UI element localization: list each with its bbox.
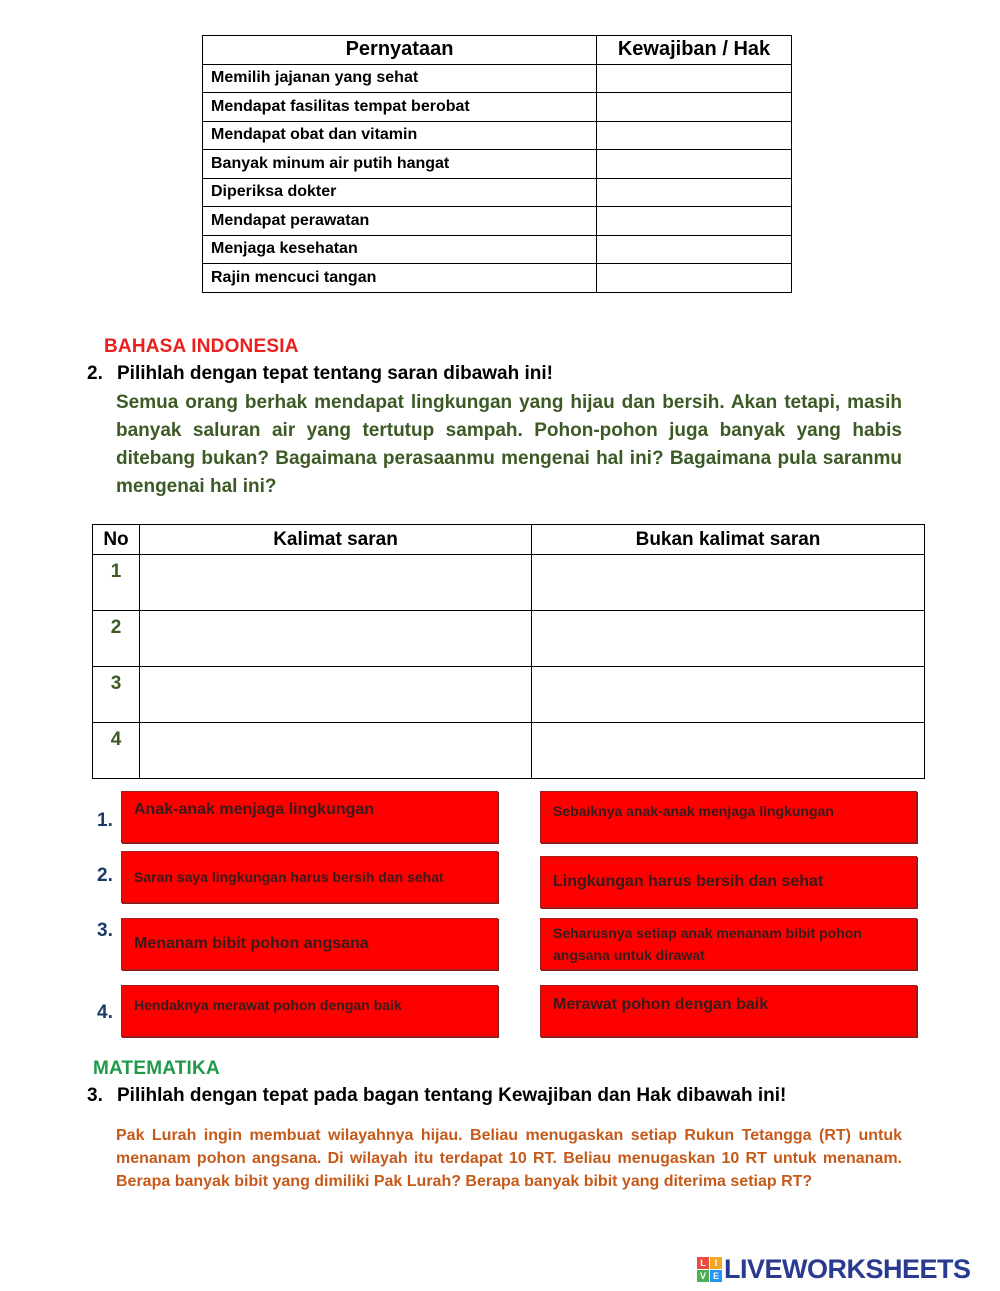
logo-mark-icon — [697, 1257, 722, 1282]
option-card[interactable] — [121, 918, 498, 970]
option-label: Merawat pohon dengan baik — [553, 996, 769, 1013]
answer-drop-cell[interactable] — [597, 93, 792, 122]
question-2 — [87, 363, 553, 385]
column-header-bukan-kalimat-saran: Bukan kalimat saran — [532, 525, 925, 555]
subject-heading-matematika: MATEMATIKA — [93, 1058, 220, 1079]
option-card[interactable] — [121, 851, 498, 903]
question-3-paragraph: Pak Lurah ingin membuat wilayahnya hijau. Beliau menugaskan setiap Rukun Tetangga (RT) untuk menanam pohon angsana. Di wilayah itu terdapat 10 RT. Beliau menugaskan 10 RT untuk menanam. Berapa banyak bibit yang dimiliki Pak Lurah? Berapa banyak bibit yang diterima setiap RT? — [116, 1127, 902, 1190]
hak-kewajiban-table — [202, 35, 792, 293]
answer-drop-cell[interactable] — [597, 64, 792, 93]
statement-cell: Mendapat perawatan — [203, 207, 597, 236]
answer-drop-cell[interactable] — [597, 235, 792, 264]
bukan-saran-drop-cell[interactable] — [532, 667, 925, 723]
saran-drop-cell[interactable] — [140, 555, 532, 611]
table-header-row — [203, 36, 792, 65]
option-number-1: 1. — [97, 810, 113, 831]
logo-mark-square: E — [710, 1270, 722, 1282]
column-header-no: No — [93, 525, 140, 555]
question-number: 3. — [87, 1085, 103, 1106]
statement-cell: Rajin mencuci tangan — [203, 264, 597, 293]
option-label: Sebaiknya anak-anak menjaga lingkungan — [553, 803, 834, 819]
column-header-pernyataan: Pernyataan — [203, 36, 597, 65]
statement-cell: Menjaga kesehatan — [203, 235, 597, 264]
table-row — [93, 723, 925, 779]
answer-drop-cell[interactable] — [597, 150, 792, 179]
option-card[interactable] — [540, 985, 917, 1037]
option-card[interactable] — [540, 791, 917, 843]
table-row — [203, 178, 792, 207]
column-header-kewajiban-hak: Kewajiban / Hak — [597, 36, 792, 65]
table-row — [203, 93, 792, 122]
table-row — [93, 611, 925, 667]
option-label: Lingkungan harus bersih dan sehat — [553, 873, 824, 890]
bukan-saran-drop-cell[interactable] — [532, 611, 925, 667]
option-card[interactable] — [540, 856, 917, 908]
row-number: 4 — [93, 723, 140, 779]
option-number-3: 3. — [97, 920, 113, 941]
table-row — [203, 121, 792, 150]
statement-cell: Mendapat obat dan vitamin — [203, 121, 597, 150]
question-number: 2. — [87, 363, 103, 384]
bukan-saran-drop-cell[interactable] — [532, 723, 925, 779]
answer-drop-cell[interactable] — [597, 207, 792, 236]
table-header-row — [93, 525, 925, 555]
option-number-4: 4. — [97, 1002, 113, 1023]
statement-cell: Mendapat fasilitas tempat berobat — [203, 93, 597, 122]
bukan-saran-drop-cell[interactable] — [532, 555, 925, 611]
option-card[interactable] — [121, 791, 498, 843]
saran-table — [92, 524, 925, 779]
row-number: 2 — [93, 611, 140, 667]
question-2-paragraph: Semua orang berhak mendapat lingkungan yang hijau dan bersih. Akan tetapi, masih banyak saluran air yang tertutup sampah. Pohon-pohon juga banyak yang habis ditebang bukan? Bagaimana perasaanmu mengenai hal ini? Bagaimana pula saranmu mengenai hal ini? — [116, 392, 902, 497]
option-number-2: 2. — [97, 865, 113, 886]
statement-cell: Banyak minum air putih hangat — [203, 150, 597, 179]
saran-drop-cell[interactable] — [140, 667, 532, 723]
table-row — [203, 207, 792, 236]
option-label: Hendaknya merawat pohon dengan baik — [134, 997, 402, 1013]
saran-drop-cell[interactable] — [140, 723, 532, 779]
saran-drop-cell[interactable] — [140, 611, 532, 667]
table-row — [203, 64, 792, 93]
logo-mark-square: I — [710, 1257, 722, 1269]
question-3 — [87, 1085, 786, 1107]
liveworksheets-logo — [697, 1254, 971, 1284]
option-label: Saran saya lingkungan harus bersih dan sehat — [134, 869, 444, 885]
option-card[interactable] — [540, 918, 917, 970]
statement-cell: Memilih jajanan yang sehat — [203, 64, 597, 93]
table-row — [203, 150, 792, 179]
statement-cell: Diperiksa dokter — [203, 178, 597, 207]
subject-heading-bahasa-indonesia: BAHASA INDONESIA — [104, 336, 299, 357]
logo-wordmark: LIVEWORKSHEETS — [724, 1253, 971, 1284]
answer-drop-cell[interactable] — [597, 121, 792, 150]
logo-mark-square: L — [697, 1257, 709, 1269]
option-label: Seharusnya setiap anak menanam bibit pohon angsana untuk dirawat — [553, 925, 862, 963]
question-text: Pilihlah dengan tepat tentang saran dibawah ini! — [117, 363, 553, 384]
option-label: Menanam bibit pohon angsana — [134, 935, 369, 952]
column-header-kalimat-saran: Kalimat saran — [140, 525, 532, 555]
table-row — [93, 667, 925, 723]
table-row — [203, 235, 792, 264]
logo-mark-square: V — [697, 1270, 709, 1282]
row-number: 3 — [93, 667, 140, 723]
option-card[interactable] — [121, 985, 498, 1037]
table-row — [93, 555, 925, 611]
answer-drop-cell[interactable] — [597, 264, 792, 293]
answer-drop-cell[interactable] — [597, 178, 792, 207]
table-row — [203, 264, 792, 293]
option-label: Anak-anak menjaga lingkungan — [134, 801, 375, 818]
row-number: 1 — [93, 555, 140, 611]
question-text: Pilihlah dengan tepat pada bagan tentang Kewajiban dan Hak dibawah ini! — [117, 1085, 787, 1106]
